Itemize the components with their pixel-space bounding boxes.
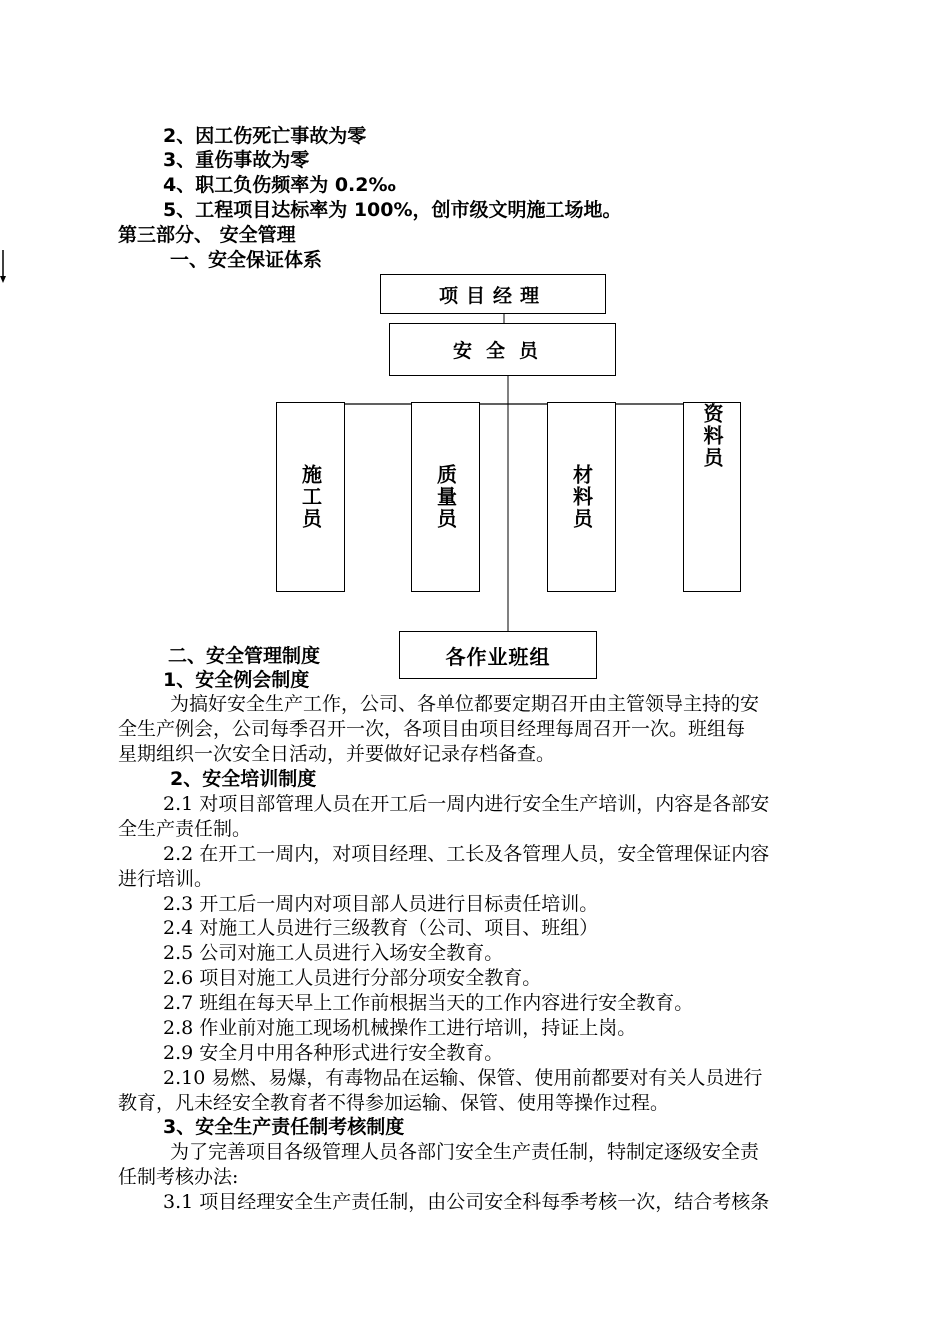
org-box-quality-officer <box>411 402 480 592</box>
org-box-label: 各作业班组 <box>445 644 551 669</box>
subsection-title: 2、安全培训制度 <box>170 768 317 790</box>
list-item: 2.9 安全月中用各种形式进行安全教育。 <box>163 1042 504 1064</box>
list-item: 进行培训。 <box>118 868 214 890</box>
org-box-label: 项目经理 <box>438 284 547 307</box>
list-item: 2.6 项目对施工人员进行分部分项安全教育。 <box>163 967 542 989</box>
list-item: 2.5 公司对施工人员进行入场安全教育。 <box>163 942 504 964</box>
paragraph-line: 任制考核办法: <box>118 1166 239 1188</box>
part-heading: 第三部分、 安全管理 <box>118 224 296 246</box>
list-item: 2.10 易燃、易爆，有毒物品在运输、保管、使用前都要对有关人员进行 <box>163 1067 763 1089</box>
org-box-label: 安全员 <box>452 340 552 362</box>
org-box-project-manager <box>380 274 606 314</box>
list-item: 2.4 对施工人员进行三级教育（公司、项目、班组） <box>163 917 599 939</box>
section-heading-management-system: 二、安全管理制度 <box>168 645 321 667</box>
org-box-label: 质量员 <box>433 464 458 530</box>
org-box-label: 施工员 <box>298 464 323 530</box>
paragraph-line: 为了完善项目各级管理人员各部门安全生产责任制，特制定逐级安全责 <box>170 1141 760 1163</box>
list-item: 全生产责任制。 <box>118 818 252 840</box>
paragraph-line: 3.1 项目经理安全生产责任制，由公司安全科每季考核一次，结合考核条 <box>163 1191 770 1213</box>
paragraph-line: 星期组织一次安全日活动，并要做好记录存档备查。 <box>118 743 556 765</box>
subsection-title: 1、安全例会制度 <box>163 669 310 691</box>
goal-item: 5、工程项目达标率为 100%，创市级文明施工场地。 <box>163 199 622 221</box>
section-heading-safety-system: 一、安全保证体系 <box>170 249 323 271</box>
org-box-construction-officer <box>276 402 345 592</box>
subsection-title: 3、安全生产责任制考核制度 <box>163 1116 405 1138</box>
paragraph-line: 全生产例会，公司每季召开一次，各项目由项目经理每周召开一次。班组每 <box>118 718 746 740</box>
list-item: 2.2 在开工一周内，对项目经理、工长及各管理人员，安全管理保证内容 <box>163 843 770 865</box>
list-item: 2.7 班组在每天早上工作前根据当天的工作内容进行安全教育。 <box>163 992 694 1014</box>
list-item: 2.1 对项目部管理人员在开工后一周内进行安全生产培训，内容是各部安 <box>163 793 770 815</box>
list-item: 教育，凡未经安全教育者不得参加运输、保管、使用等操作过程。 <box>118 1092 670 1114</box>
goal-item: 2、因工伤死亡事故为零 <box>163 125 367 147</box>
org-box-label: 材料员 <box>569 464 594 530</box>
list-item: 2.8 作业前对施工现场机械操作工进行培训，持证上岗。 <box>163 1017 637 1039</box>
paragraph-line: 为搞好安全生产工作，公司、各单位都要定期召开由主管领导主持的安 <box>170 693 760 715</box>
goal-item: 3、重伤事故为零 <box>163 149 310 171</box>
list-item: 2.3 开工后一周内对项目部人员进行目标责任培训。 <box>163 893 599 915</box>
org-box-label: 资料员 <box>700 403 724 469</box>
org-box-materials-officer <box>547 402 616 592</box>
goal-item: 4、职工负伤频率为 0.2‰ <box>163 174 396 196</box>
org-box-work-teams <box>399 631 597 679</box>
org-box-documents-officer <box>683 402 741 592</box>
org-box-safety-officer <box>389 323 616 376</box>
